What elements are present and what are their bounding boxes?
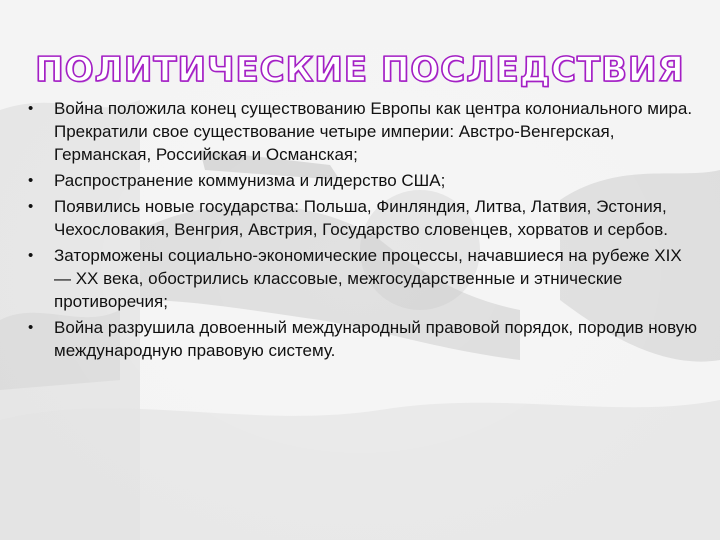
bullet-icon: • bbox=[28, 319, 34, 336]
list-item bbox=[26, 195, 702, 241]
bullet-icon: • bbox=[28, 172, 34, 189]
list-item bbox=[26, 316, 702, 362]
bullet-icon: • bbox=[28, 198, 34, 215]
bullet-icon: • bbox=[28, 100, 34, 117]
list-item bbox=[26, 97, 702, 166]
list-item bbox=[26, 244, 702, 313]
bullet-text: Заторможены социально-экономические процессы, начавшиеся на рубеже XIX — XX века, обострились классовые, межгосударственные и этнические противоречия; bbox=[54, 246, 682, 311]
bullet-text: Война положила конец существованию Европы как центра колониального мира. Прекратили свое существование четыре империи: Австро-Венгерская, Германская, Российская и Османская; bbox=[54, 99, 693, 164]
bullet-list bbox=[26, 97, 702, 365]
bullet-icon: • bbox=[28, 247, 34, 264]
bullet-text: Появились новые государства: Польша, Финляндия, Литва, Латвия, Эстония, Чехословакия, Венгрия, Австрия, Государство словенцев, хорватов и сербов. bbox=[54, 197, 669, 239]
bullet-text: Распространение коммунизма и лидерство США; bbox=[54, 171, 446, 190]
bullet-text: Война разрушила довоенный международный правовой порядок, породив новую международную правовую систему. bbox=[54, 318, 697, 360]
list-item bbox=[26, 169, 702, 192]
slide-title: ПОЛИТИЧЕСКИЕ ПОСЛЕДСТВИЯ bbox=[35, 50, 685, 90]
